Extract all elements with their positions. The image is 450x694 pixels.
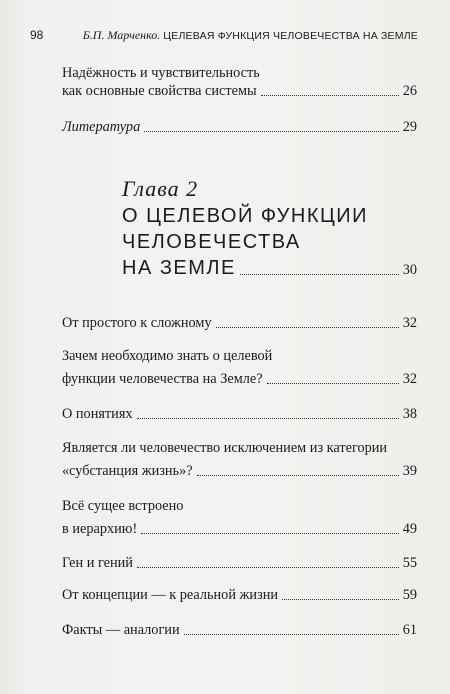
toc-entry[interactable] xyxy=(62,553,417,573)
toc-entry[interactable] xyxy=(62,620,417,640)
dot-leader xyxy=(261,95,399,96)
dot-leader xyxy=(197,475,399,476)
toc-entry-line: Всё сущее встроено xyxy=(62,498,184,514)
toc-entry-line: Является ли человечество исключением из категории xyxy=(62,440,388,456)
toc-entry-title: От простого к сложному xyxy=(62,315,212,331)
running-head-title: ЦЕЛЕВАЯ ФУНКЦИЯ ЧЕЛОВЕЧЕСТВА НА ЗЕМЛЕ xyxy=(163,30,418,42)
toc-entry-page: 26 xyxy=(402,83,417,99)
toc-entry-page: 39 xyxy=(402,463,417,479)
running-header xyxy=(30,28,418,44)
toc-entry[interactable] xyxy=(62,117,417,137)
dot-leader xyxy=(137,418,399,419)
toc-entry-page: 55 xyxy=(402,555,417,571)
chapter-label: Глава 2 xyxy=(122,176,199,201)
chapter-page: 30 xyxy=(402,262,417,278)
dot-leader xyxy=(184,634,399,635)
dot-leader xyxy=(282,599,399,600)
toc-entry-title: в иерархию! xyxy=(62,521,138,537)
dot-leader xyxy=(216,327,399,328)
toc-entry-title: О понятиях xyxy=(62,406,133,422)
chapter-title-line: ЧЕЛОВЕЧЕСТВА xyxy=(122,231,301,253)
toc-entry-title: Ген и гений xyxy=(62,555,133,571)
toc-entry[interactable] xyxy=(62,585,417,605)
chapter-title-line: О ЦЕЛЕВОЙ ФУНКЦИИ xyxy=(122,205,369,227)
toc-entry-page: 49 xyxy=(402,521,417,537)
toc-entry[interactable] xyxy=(62,81,417,101)
toc-entry-page: 59 xyxy=(402,587,417,603)
toc-entry-line: Зачем необходимо знать о целевой xyxy=(62,348,273,364)
toc-entry-title: функции человечества на Земле? xyxy=(62,371,263,387)
toc-entry-title: как основные свойства системы xyxy=(62,83,257,99)
running-head xyxy=(83,28,418,43)
dot-leader xyxy=(267,383,399,384)
toc-entry[interactable] xyxy=(62,461,417,481)
toc-entry-title: Литература xyxy=(62,119,141,135)
chapter-entry[interactable] xyxy=(122,254,417,282)
toc-entry-line: Надёжность и чувствительность xyxy=(62,65,260,81)
toc-entry[interactable] xyxy=(62,519,417,539)
dot-leader xyxy=(240,274,399,275)
dot-leader xyxy=(141,533,398,534)
toc-entry-page: 32 xyxy=(402,315,417,331)
toc-entry-page: 32 xyxy=(402,371,417,387)
dot-leader xyxy=(137,567,399,568)
toc-entry[interactable] xyxy=(62,404,417,424)
toc-entry-title: «субстанция жизнь»? xyxy=(62,463,193,479)
toc-entry[interactable] xyxy=(62,313,417,333)
chapter-title-line: НА ЗЕМЛЕ xyxy=(122,257,236,279)
toc-entry-page: 38 xyxy=(402,406,417,422)
toc-entry[interactable] xyxy=(62,369,417,389)
page-number: 98 xyxy=(30,28,44,42)
dot-leader xyxy=(144,131,398,132)
toc-entry-title: Факты — аналогии xyxy=(62,622,180,638)
toc-entry-page: 61 xyxy=(402,622,417,638)
running-head-author: Б.П. Марченко. xyxy=(82,28,161,42)
toc-entry-page: 29 xyxy=(402,119,417,135)
toc-entry-title: От концепции — к реальной жизни xyxy=(62,587,279,603)
